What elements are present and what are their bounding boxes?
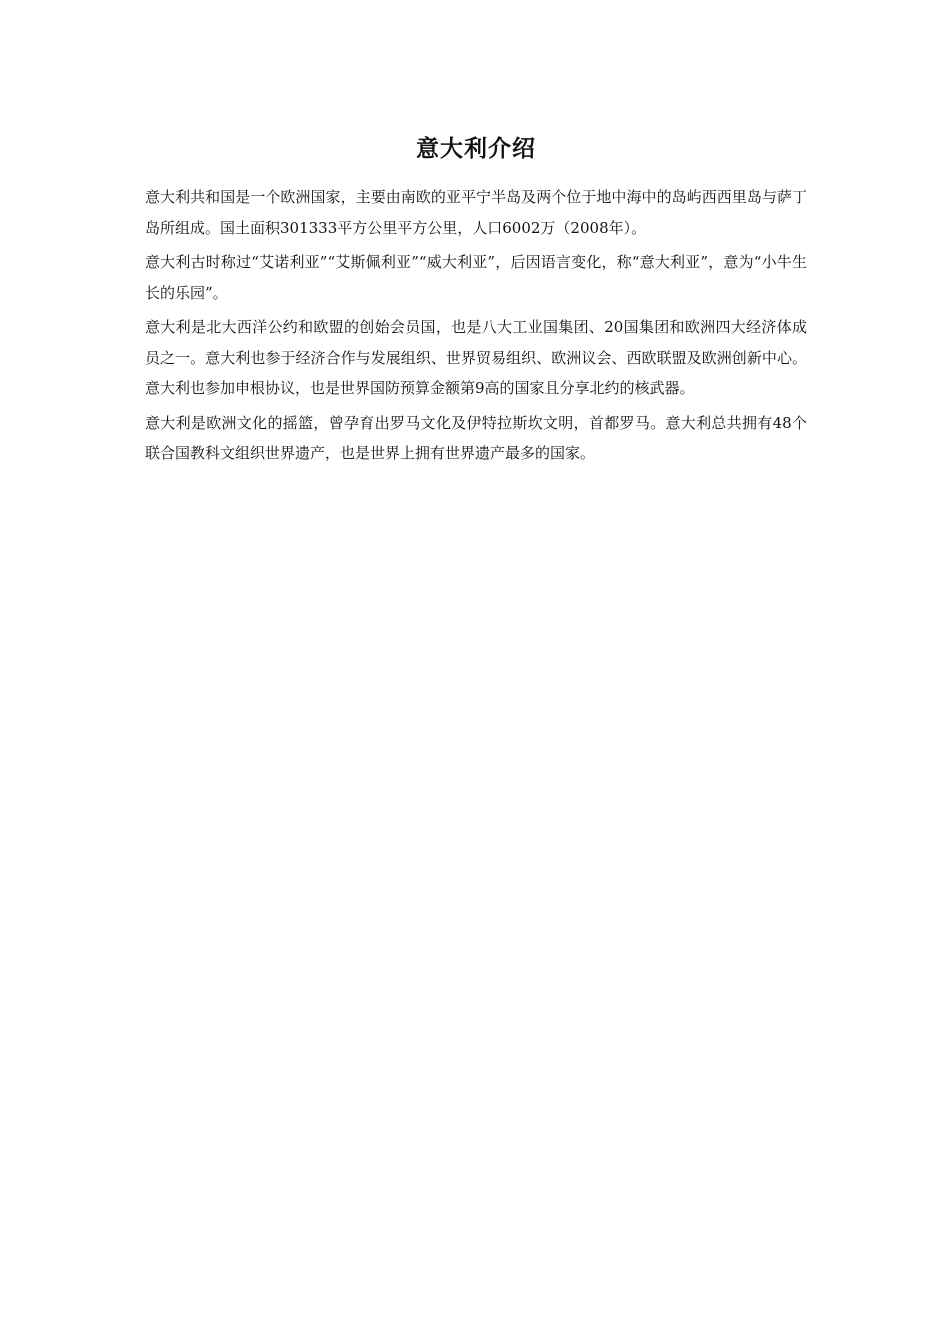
document-body [145,134,807,473]
paragraph-overview: 意大利共和国是一个欧洲国家，主要由南欧的亚平宁半岛及两个位于地中海中的岛屿西西里岛与萨丁岛所组成。国土面积301333平方公里平方公里，人口6002万（2008年）。 [145,188,807,237]
document-title: 意大利介绍 [416,136,536,162]
paragraph-international-membership: 意大利是北大西洋公约和欧盟的创始会员国，也是八大工业国集团、20国集团和欧洲四大经济体成员之一。意大利也参于经济合作与发展组织、世界贸易组织、欧洲议会、西欧联盟及欧洲创新中心。意大利也参加申根协议，也是世界国防预算金额第9高的国家且分享北约的核武器。 [145,318,807,397]
paragraph-name-origin: 意大利古时称过“艾诺利亚”“艾斯佩利亚”“威大利亚”，后因语言变化，称“意大利亚”，意为“小牛生长的乐园”。 [145,253,807,302]
paragraph-culture-heritage: 意大利是欧洲文化的摇篮，曾孕育出罗马文化及伊特拉斯坎文明，首都罗马。意大利总共拥有48个联合国教科文组织世界遗产，也是世界上拥有世界遗产最多的国家。 [145,413,807,462]
